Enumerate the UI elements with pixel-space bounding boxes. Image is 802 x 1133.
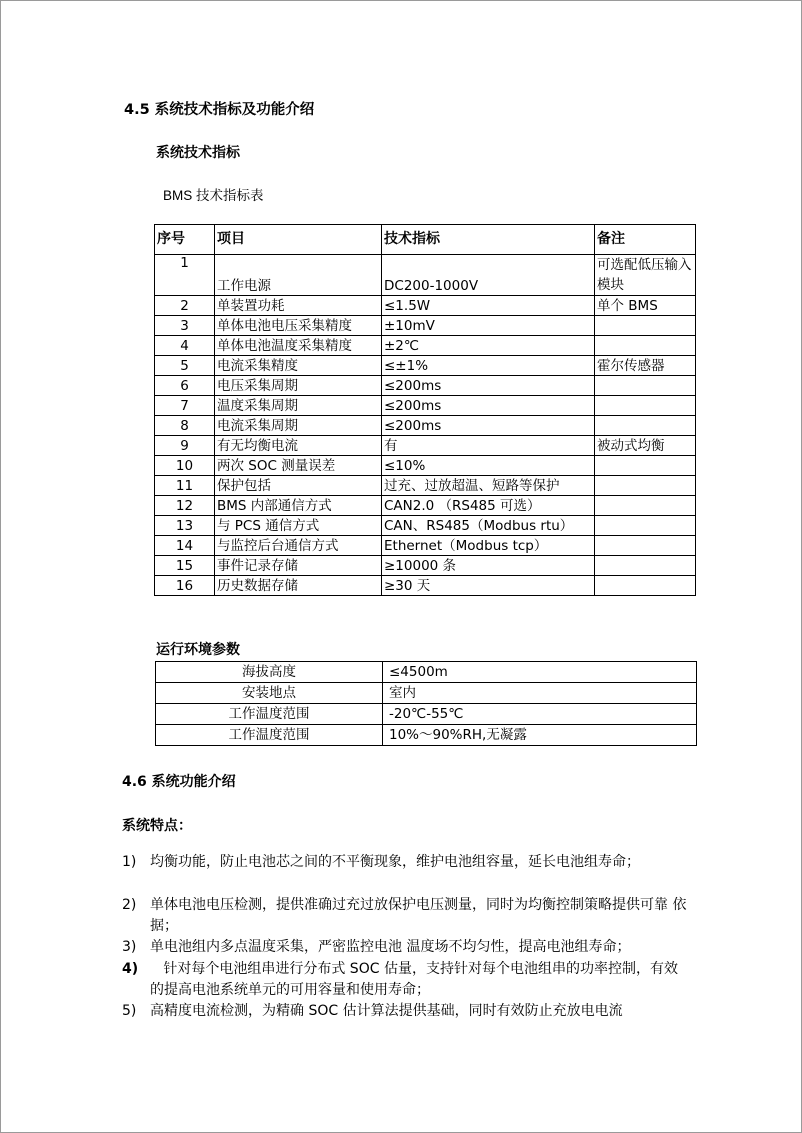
note-cell: 霍尔传感器 bbox=[595, 356, 696, 376]
table-row bbox=[155, 336, 696, 356]
value-cell: ±10mV bbox=[382, 316, 595, 336]
note-cell bbox=[595, 556, 696, 576]
table-row bbox=[155, 436, 696, 456]
row-number: 12 bbox=[155, 496, 215, 516]
header-cell: 技术指标 bbox=[382, 225, 595, 255]
item-cell: 单装置功耗 bbox=[215, 296, 382, 316]
table-row bbox=[155, 516, 696, 536]
section-heading: 4.5 系统技术指标及功能介绍 bbox=[124, 102, 315, 118]
note-cell bbox=[595, 316, 696, 336]
row-number: 6 bbox=[155, 376, 215, 396]
row-number: 7 bbox=[155, 396, 215, 416]
list-text: 均衡功能，防止电池芯之间的不平衡现象，维护电池组容量，延长电池组寿命； bbox=[150, 854, 640, 870]
spec-table bbox=[154, 224, 696, 596]
list-number: 4) bbox=[122, 961, 139, 977]
param-name: 安装地点 bbox=[156, 683, 383, 704]
value-cell: ±2℃ bbox=[382, 336, 595, 356]
list-number: 5) bbox=[122, 1003, 137, 1019]
param-value: 室内 bbox=[383, 683, 697, 704]
note-cell: 单个 BMS bbox=[595, 296, 696, 316]
row-number: 15 bbox=[155, 556, 215, 576]
table-row bbox=[156, 662, 697, 683]
param-value: -20℃-55℃ bbox=[383, 704, 697, 725]
value-cell: CAN、RS485（Modbus rtu） bbox=[382, 516, 595, 536]
list-text: 高精度电流检测，为精确 SOC 估计算法提供基础，同时有效防止充放电电流 bbox=[150, 1003, 623, 1019]
note-cell bbox=[595, 576, 696, 596]
table-caption: BMS 技术指标表 bbox=[163, 188, 264, 203]
table-row bbox=[155, 316, 696, 336]
features-heading: 系统特点： bbox=[122, 818, 192, 834]
table-row bbox=[155, 416, 696, 436]
table-row bbox=[155, 356, 696, 376]
spec-header-row bbox=[155, 225, 696, 255]
list-text: 单体电池电压检测，提供准确过充过放保护电压测量，同时为均衡控制策略提供可靠 依据； bbox=[150, 897, 687, 934]
row-number: 3 bbox=[155, 316, 215, 336]
row-number: 2 bbox=[155, 296, 215, 316]
param-value: 10%～90%RH,无凝露 bbox=[383, 725, 697, 746]
value-cell: ≤200ms bbox=[382, 416, 595, 436]
item-cell: 事件记录存储 bbox=[215, 556, 382, 576]
note-cell bbox=[595, 416, 696, 436]
table-row bbox=[156, 704, 697, 725]
list-number: 3) bbox=[122, 939, 137, 955]
note-cell: 被动式均衡 bbox=[595, 436, 696, 456]
param-value: ≤4500m bbox=[383, 662, 697, 683]
row-number: 13 bbox=[155, 516, 215, 536]
item-cell: 与监控后台通信方式 bbox=[215, 536, 382, 556]
note-cell bbox=[595, 456, 696, 476]
row-number: 4 bbox=[155, 336, 215, 356]
item-cell: 温度采集周期 bbox=[215, 396, 382, 416]
item-cell: 单体电池电压采集精度 bbox=[215, 316, 382, 336]
table-row bbox=[155, 376, 696, 396]
row-number: 16 bbox=[155, 576, 215, 596]
list-number: 1) bbox=[122, 854, 137, 870]
param-name: 工作温度范围 bbox=[156, 725, 383, 746]
row-number: 5 bbox=[155, 356, 215, 376]
value-cell: CAN2.0 （RS485 可选） bbox=[382, 496, 595, 516]
value-cell: 有 bbox=[382, 436, 595, 456]
value-cell: ≥30 天 bbox=[382, 576, 595, 596]
row-number: 9 bbox=[155, 436, 215, 456]
value-cell: Ethernet（Modbus tcp） bbox=[382, 536, 595, 556]
row-number: 8 bbox=[155, 416, 215, 436]
header-cell: 备注 bbox=[595, 225, 696, 255]
table-row bbox=[155, 536, 696, 556]
note-cell bbox=[595, 336, 696, 356]
item-cell: 历史数据存储 bbox=[215, 576, 382, 596]
value-cell: 过充、过放超温、短路等保护 bbox=[382, 476, 595, 496]
item-cell: 电压采集周期 bbox=[215, 376, 382, 396]
note-cell bbox=[595, 516, 696, 536]
note-cell bbox=[595, 536, 696, 556]
table-row bbox=[155, 456, 696, 476]
note-cell bbox=[595, 396, 696, 416]
value-cell: DC200-1000V bbox=[382, 255, 595, 296]
param-name: 工作温度范围 bbox=[156, 704, 383, 725]
item-cell: 工作电源 bbox=[215, 255, 382, 296]
table-row bbox=[156, 683, 697, 704]
item-cell: 电流采集精度 bbox=[215, 356, 382, 376]
table-row bbox=[156, 725, 697, 746]
value-cell: ≤200ms bbox=[382, 376, 595, 396]
row-number: 11 bbox=[155, 476, 215, 496]
table-row bbox=[155, 496, 696, 516]
note-cell: 可选配低压输入模块 bbox=[595, 255, 696, 296]
value-cell: ≤±1% bbox=[382, 356, 595, 376]
list-text: 针对每个电池组串进行分布式 SOC 估量，支持针对每个电池组串的功率控制，有效的提高电池系统单元的可用容量和使用寿命； bbox=[150, 961, 678, 998]
table-row bbox=[155, 255, 696, 296]
row-number: 10 bbox=[155, 456, 215, 476]
note-cell bbox=[595, 496, 696, 516]
value-cell: ≤200ms bbox=[382, 396, 595, 416]
env-heading: 运行环境参数 bbox=[156, 642, 240, 658]
header-cell: 序号 bbox=[155, 225, 215, 255]
list-number: 2) bbox=[122, 897, 137, 913]
note-cell bbox=[595, 376, 696, 396]
value-cell: ≥10000 条 bbox=[382, 556, 595, 576]
table-row bbox=[155, 296, 696, 316]
section-heading: 4.6 系统功能介绍 bbox=[122, 774, 236, 790]
item-cell: 电流采集周期 bbox=[215, 416, 382, 436]
row-number: 1 bbox=[155, 255, 215, 296]
value-cell: ≤10% bbox=[382, 456, 595, 476]
item-cell: 与 PCS 通信方式 bbox=[215, 516, 382, 536]
item-cell: 有无均衡电流 bbox=[215, 436, 382, 456]
item-cell: 单体电池温度采集精度 bbox=[215, 336, 382, 356]
list-text: 单电池组内多点温度采集，严密监控电池 温度场不均匀性，提高电池组寿命； bbox=[150, 939, 631, 955]
table-row bbox=[155, 556, 696, 576]
spec-heading: 系统技术指标 bbox=[156, 145, 240, 161]
item-cell: 保护包括 bbox=[215, 476, 382, 496]
row-number: 14 bbox=[155, 536, 215, 556]
table-row bbox=[155, 476, 696, 496]
header-cell: 项目 bbox=[215, 225, 382, 255]
env-table bbox=[155, 661, 697, 746]
param-name: 海拔高度 bbox=[156, 662, 383, 683]
value-cell: ≤1.5W bbox=[382, 296, 595, 316]
item-cell: 两次 SOC 测量误差 bbox=[215, 456, 382, 476]
table-row bbox=[155, 576, 696, 596]
table-row bbox=[155, 396, 696, 416]
item-cell: BMS 内部通信方式 bbox=[215, 496, 382, 516]
note-cell bbox=[595, 476, 696, 496]
